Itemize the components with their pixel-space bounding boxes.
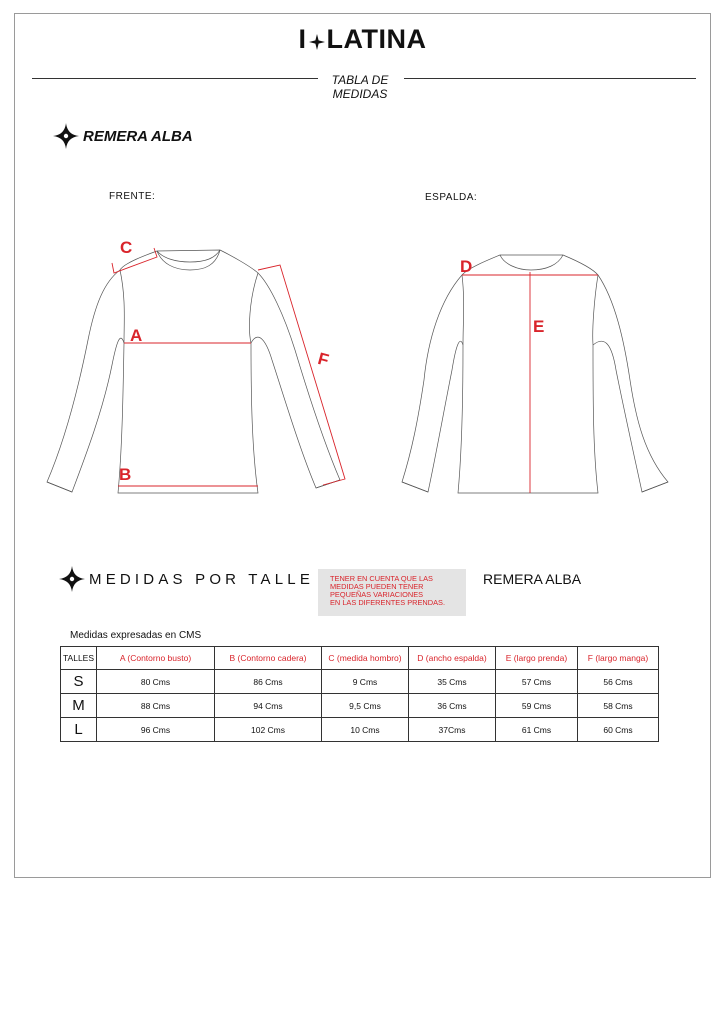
product-heading-text: REMERA ALBA <box>83 127 193 145</box>
header-cell: B (Contorno cadera) <box>215 647 322 670</box>
table-cell: 9,5 Cms <box>322 694 409 718</box>
table-caption: Medidas expresadas en CMS <box>70 630 202 641</box>
back-shirt-drawing <box>402 255 668 493</box>
table-cell: 61 Cms <box>496 718 578 742</box>
measure-f-line <box>258 265 345 485</box>
header-cell: E (largo prenda) <box>496 647 578 670</box>
table-cell: 10 Cms <box>322 718 409 742</box>
marker-f: F <box>315 348 331 371</box>
header-cell: TALLES <box>61 647 97 670</box>
table-cell: 58 Cms <box>578 694 659 718</box>
table-row <box>61 694 659 718</box>
table-cell: 80 Cms <box>97 670 215 694</box>
brand-left: I <box>298 24 307 54</box>
section-heading-text: MEDIDAS POR TALLE <box>89 570 315 588</box>
size-cell: M <box>61 694 97 718</box>
table-cell: 9 Cms <box>322 670 409 694</box>
marker-e: E <box>533 317 545 336</box>
front-label: FRENTE: <box>109 191 156 202</box>
table-header-row <box>61 647 659 670</box>
table-cell: 57 Cms <box>496 670 578 694</box>
table-row <box>61 670 659 694</box>
doc-title-line1: TABLA DE <box>331 73 389 87</box>
back-label: ESPALDA: <box>425 192 478 203</box>
marker-b: B <box>119 465 132 484</box>
marker-a: A <box>130 326 143 345</box>
table-cell: 59 Cms <box>496 694 578 718</box>
table-cell: 56 Cms <box>578 670 659 694</box>
table-row <box>61 718 659 742</box>
header-cell: C (medida hombro) <box>322 647 409 670</box>
header-cell: F (largo manga) <box>578 647 659 670</box>
size-table <box>60 646 659 742</box>
size-cell: S <box>61 670 97 694</box>
table-cell: 36 Cms <box>409 694 496 718</box>
size-cell: L <box>61 718 97 742</box>
marker-d: D <box>460 257 473 276</box>
header-cell: A (Contorno busto) <box>97 647 215 670</box>
doc-title-line2: MEDIDAS <box>332 87 388 101</box>
table-cell: 88 Cms <box>97 694 215 718</box>
table-cell: 86 Cms <box>215 670 322 694</box>
product-name: REMERA ALBA <box>483 571 582 587</box>
table-cell: 96 Cms <box>97 718 215 742</box>
table-cell: 35 Cms <box>409 670 496 694</box>
variation-note: TENER EN CUENTA QUE LAS MEDIDAS PUEDEN TENER PEQUEÑAS VARIACIONES EN LAS DIFERENTES PRENDAS. <box>318 569 466 616</box>
marker-c: C <box>120 238 133 257</box>
table-cell: 102 Cms <box>215 718 322 742</box>
front-shirt-drawing <box>47 250 340 493</box>
table-cell: 37Cms <box>409 718 496 742</box>
section-heading <box>59 566 314 592</box>
header-cell: D (ancho espalda) <box>409 647 496 670</box>
four-point-star-icon <box>59 566 85 592</box>
brand-right: LATINA <box>326 24 427 54</box>
table-cell: 60 Cms <box>578 718 659 742</box>
measure-lines <box>112 248 598 493</box>
table-cell: 94 Cms <box>215 694 322 718</box>
